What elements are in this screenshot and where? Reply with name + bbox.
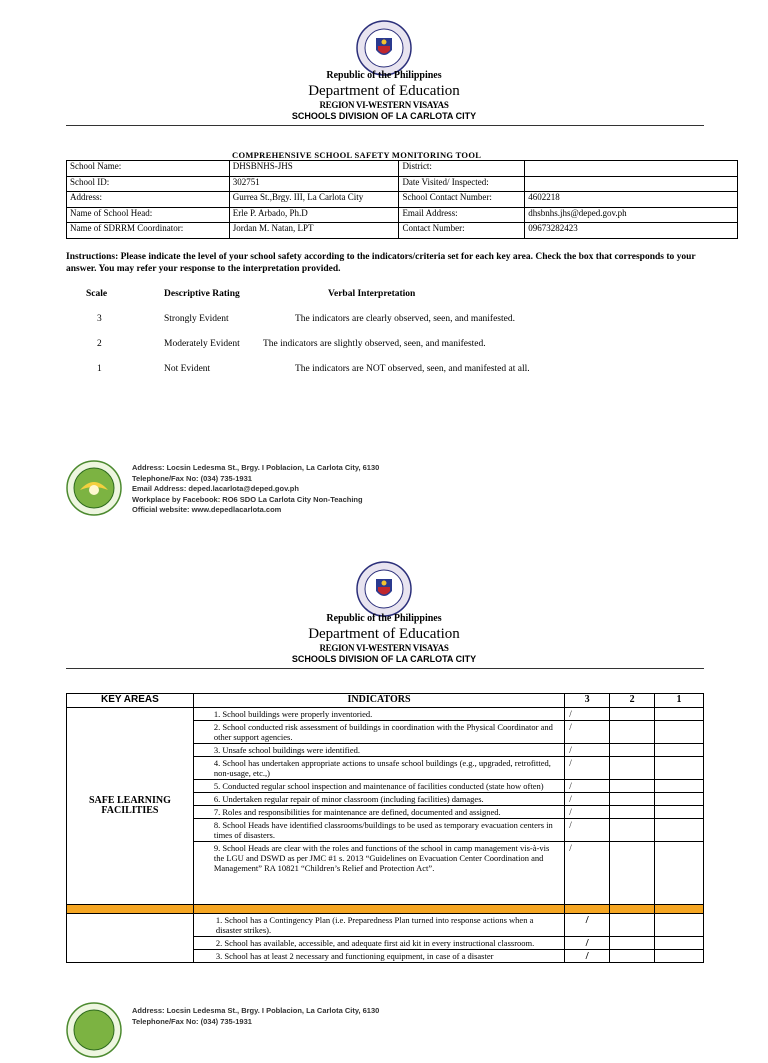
table-row: [67, 176, 738, 192]
footer-address: Address: Locsin Ledesma St., Brgy. I Poblacion, La Carlota City, 6130: [132, 1006, 380, 1015]
rating-value: Strongly Evident: [164, 314, 229, 324]
check-cell[interactable]: [655, 937, 704, 950]
check-cell[interactable]: [610, 842, 655, 905]
check-cell[interactable]: [610, 937, 655, 950]
info-label: Address:: [67, 192, 230, 208]
header-scale-1: 1: [655, 694, 704, 708]
region-label: REGION VI-WESTERN VISAYAS: [319, 643, 449, 653]
scale-value: 1: [97, 364, 102, 374]
info-label: Name of SDRRM Coordinator:: [67, 223, 230, 239]
info-value: Gurrea St.,Brgy. III, La Carlota City: [229, 192, 399, 208]
department-title: Department of Education: [308, 83, 460, 99]
republic-label: Republic of the Philippines: [326, 613, 442, 624]
check-cell[interactable]: [655, 744, 704, 757]
header-scale-3: 3: [565, 694, 610, 708]
check-mark[interactable]: /: [565, 708, 610, 721]
interpretation-value: The indicators are NOT observed, seen, and manifested at all.: [295, 364, 530, 374]
table-row: [67, 192, 738, 208]
department-title: Department of Education: [308, 626, 460, 642]
indicator-text: 1. School buildings were properly inventoried.: [193, 708, 564, 721]
check-mark[interactable]: /: [565, 793, 610, 806]
header-divider: [66, 668, 704, 669]
check-cell[interactable]: [655, 914, 704, 937]
check-mark[interactable]: /: [565, 842, 610, 905]
republic-label: Republic of the Philippines: [326, 70, 442, 81]
division-logo: [66, 460, 122, 516]
division-label: SCHOOLS DIVISION OF LA CARLOTA CITY: [291, 111, 477, 121]
check-cell[interactable]: [610, 819, 655, 842]
interpretation-header: Verbal Interpretation: [328, 289, 416, 299]
info-label: Email Address:: [399, 207, 525, 223]
check-cell[interactable]: [610, 780, 655, 793]
division-label: SCHOOLS DIVISION OF LA CARLOTA CITY: [291, 654, 477, 664]
scale-header: Scale: [86, 289, 108, 299]
key-areas-table: [66, 693, 704, 963]
region-label: REGION VI-WESTERN VISAYAS: [319, 100, 449, 110]
table-row: [67, 207, 738, 223]
info-label: School Name:: [67, 161, 230, 177]
footer-workplace: Workplace by Facebook: RO6 SDO La Carlota City Non-Teaching: [132, 494, 363, 504]
rating-value: Not Evident: [164, 364, 211, 374]
info-label: School Contact Number:: [399, 192, 525, 208]
rating-header: Descriptive Rating: [164, 289, 240, 299]
indicator-text: 8. School Heads have identified classrooms/buildings to be used as temporary evacuation centers in times of disasters.: [193, 819, 564, 842]
check-cell[interactable]: [655, 721, 704, 744]
table-row: [67, 914, 704, 937]
check-cell[interactable]: [610, 914, 655, 937]
indicator-text: 2. School conducted risk assessment of buildings in coordination with the Physical Coordinator and other support agencies.: [193, 721, 564, 744]
check-cell[interactable]: [610, 793, 655, 806]
check-mark[interactable]: /: [565, 950, 610, 963]
info-label: Name of School Head:: [67, 207, 230, 223]
footer-address: Address: Locsin Ledesma St., Brgy. I Poblacion, La Carlota City, 6130: [132, 463, 380, 472]
footer-website: Official website: www.depedlacarlota.com: [132, 505, 282, 514]
check-cell[interactable]: [610, 757, 655, 780]
indicator-text: 6. Undertaken regular repair of minor classroom (including facilities) damages.: [193, 793, 564, 806]
check-cell[interactable]: [655, 819, 704, 842]
header-key-areas: KEY AREAS: [67, 694, 194, 708]
info-value: Erle P. Arbado, Ph.D: [229, 207, 399, 223]
check-cell[interactable]: [655, 793, 704, 806]
header-divider: [66, 125, 704, 126]
footer-phone: Telephone/Fax No: (034) 735-1931: [132, 473, 252, 483]
check-cell[interactable]: [610, 744, 655, 757]
header-indicators: INDICATORS: [193, 694, 564, 708]
check-cell[interactable]: [610, 950, 655, 963]
check-mark[interactable]: /: [565, 937, 610, 950]
indicator-text: 4. School has undertaken appropriate actions to unsafe school buildings (e.g., upgraded, retrofitted, non-usage, etc.,): [193, 757, 564, 780]
check-cell[interactable]: [655, 806, 704, 819]
check-cell[interactable]: [655, 757, 704, 780]
scale-value: 3: [97, 314, 102, 324]
key-area-label: SAFE LEARNING FACILITIES: [67, 708, 194, 905]
info-label: Contact Number:: [399, 223, 525, 239]
indicator-text: 1. School has a Contingency Plan (i.e. Preparedness Plan turned into response actions when a disaster strikes).: [193, 914, 564, 937]
check-mark[interactable]: /: [565, 914, 610, 937]
section-separator-row: [67, 905, 704, 914]
interpretation-value: The indicators are slightly observed, seen, and manifested.: [263, 339, 486, 349]
key-area-label: [67, 914, 194, 963]
info-value: 09673282423: [525, 223, 738, 239]
indicator-text: 2. School has available, accessible, and adequate first aid kit in every instructional classroom.: [193, 937, 564, 950]
info-value: 302751: [229, 176, 399, 192]
info-label: District:: [399, 161, 525, 177]
indicator-text: 3. Unsafe school buildings were identified.: [193, 744, 564, 757]
header-scale-2: 2: [610, 694, 655, 708]
school-info-table: [66, 160, 738, 239]
info-label: School ID:: [67, 176, 230, 192]
interpretation-value: The indicators are clearly observed, seen, and manifested.: [295, 314, 515, 324]
indicator-text: 9. School Heads are clear with the roles and functions of the school in camp management vis-à-vis the LGU and DSWD as per JMC #1 s. 2013 “Guidelines on Evacuation Center Coordination and Management” RA 10821 “Children’s Relief and Protection Act”.: [193, 842, 564, 905]
table-row: [67, 161, 738, 177]
table-row: [67, 223, 738, 239]
check-cell[interactable]: [655, 708, 704, 721]
check-cell[interactable]: [610, 806, 655, 819]
footer-phone: Telephone/Fax No: (034) 735-1931: [132, 1016, 252, 1026]
check-mark[interactable]: /: [565, 757, 610, 780]
info-value: [525, 161, 738, 177]
info-value: [525, 176, 738, 192]
check-cell[interactable]: [655, 842, 704, 905]
check-mark[interactable]: /: [565, 819, 610, 842]
info-value: dhsbnhs.jhs@deped.gov.ph: [525, 207, 738, 223]
instructions: Instructions: Please indicate the level of your school safety according to the indicators/criteria set for each key area. Check the box that corresponds to your answer. You may refer your response to the interpretation provided.: [66, 252, 696, 274]
info-value: Jordan M. Natan, LPT: [229, 223, 399, 239]
footer-address-block: [132, 463, 379, 516]
check-mark[interactable]: /: [565, 806, 610, 819]
check-cell[interactable]: [655, 780, 704, 793]
tool-title: COMPREHENSIVE SCHOOL SAFETY MONITORING TOOL: [232, 150, 482, 160]
indicator-text: 7. Roles and responsibilities for maintenance are defined, documented and assigned.: [193, 806, 564, 819]
table-row: [67, 708, 704, 721]
check-mark[interactable]: /: [565, 744, 610, 757]
check-mark[interactable]: /: [565, 721, 610, 744]
table-header-row: [67, 694, 704, 708]
deped-seal: [356, 561, 412, 617]
indicator-text: 3. School has at least 2 necessary and functioning equipment, in case of a disaster: [193, 950, 564, 963]
check-cell[interactable]: [610, 708, 655, 721]
scale-value: 2: [97, 339, 102, 349]
info-label: Date Visited/ Inspected:: [399, 176, 525, 192]
check-mark[interactable]: /: [565, 780, 610, 793]
division-logo: [66, 1002, 122, 1058]
check-cell[interactable]: [610, 721, 655, 744]
rating-value: Moderately Evident: [164, 339, 240, 349]
deped-seal: [356, 20, 412, 76]
info-value: DHSBNHS-JHS: [229, 161, 399, 177]
info-value: 4602218: [525, 192, 738, 208]
check-cell[interactable]: [655, 950, 704, 963]
footer-email: Email Address: deped.lacarlota@deped.gov.ph: [132, 484, 299, 493]
indicator-text: 5. Conducted regular school inspection and maintenance of facilities conducted (state how often): [193, 780, 564, 793]
